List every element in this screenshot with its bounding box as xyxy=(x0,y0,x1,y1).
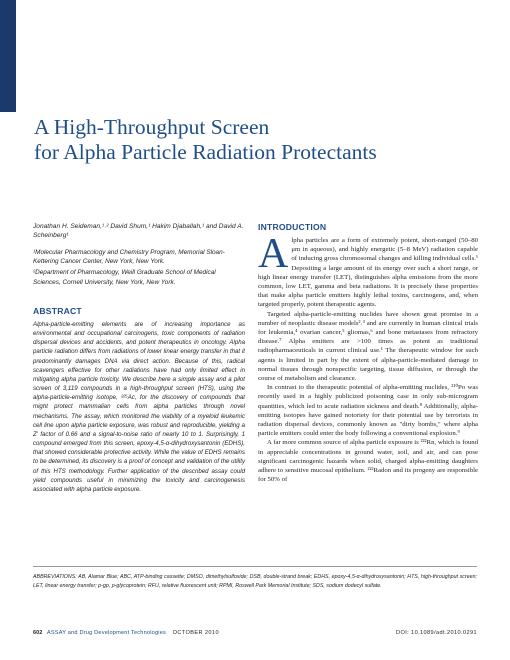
abstract-text: Alpha-particle-emitting elements are of increasing importance as environmental and occupational carcinogens, toxic components of radiation dispersal devices and accidents, and potent therapeutics in oncology. Alpha particle radiation differs from radiations of lower linear energy transfer in that it predominantly damages DNA via direct action. Because of this, radical scavengers effective for other radiations have had only limited effect in mitigating alpha particle toxicity. We describe here a simple assay and a pilot screen of 3,119 compounds in a high-throughput screen (HTS), using the alpha-particle-emitting isotope, ²²⁵Ac, for the discovery of compounds that might protect mammalian cells from alpha particles through novel mechanisms. The assay, which monitored the viability of a myeloid leukemic cell line upon alpha particle exposure, was robust and reproducible, yielding a Z′ factor of 0.66 and a signal-to-noise ratio of nearly 10 to 1. Surprisingly, 1 compound emerged from this screen, epoxy-4,5-α-dihydroxysantonin (EDHS), that showed considerable protective activity. While the value of EDHS remains to be determined, its discovery is a proof of concept and validation of the utility of this HTS methodology. Further application of the described assay could yield compounds useful in minimizing the toxicity and carcinogenesis associated with alpha particle exposure. xyxy=(33,321,245,493)
affiliations xyxy=(33,248,245,287)
affiliation-2: ²Department of Pharmacology, Weill Graduate School of Medical Sciences, Cornell University, New York, New York. xyxy=(33,269,216,286)
intro-paragraph-3: In contrast to the therapeutic potential of alpha-emitting nuclides, ²¹⁰Po was recently used in a highly publicized poisoning case in only sub-microgram quantities, which led to acute radiation sickness and death.⁸ Additionally, alpha-emitting isotopes have gained notoriety for their potential use by terrorists in radiation dispersal devices, commonly known as "dirty bombs," where alpha particle emitters could enter the body following a conventional explosion.⁹ xyxy=(258,384,478,438)
abbreviations-footnote: ABBREVIATIONS: AB, Alamar Blue; ABC, ATP-binding cassette; DMSO, dimethylsulfoxide; DSB, double-strand break; EDHS, epoxy-4,5-α-dihydroxysantonin; HTS, high-throughput screen; LET, linear energy transfer; p-gp, p-glycoprotein; RFU, relative fluorescent unit; RPMI, Roswell Park Memorial Institute; SDS, sodium dodecyl sulfate. xyxy=(33,574,477,590)
issue-date: OCTOBER 2010 xyxy=(172,630,219,636)
right-column xyxy=(258,222,478,484)
introduction-body xyxy=(258,231,478,484)
abstract-heading: ABSTRACT xyxy=(33,306,82,316)
abbreviations-divider xyxy=(33,566,477,567)
title-line-1: A High-Throughput Screen xyxy=(34,115,270,139)
introduction-heading: INTRODUCTION xyxy=(258,222,327,232)
intro-paragraph-1-text: lpha particles are a form of extremely potent, short-ranged (50–80 μm in aqueous), and highly energetic (5–8 MeV) radiation capable of inducing gross chromosomal changes and killing individual cells.¹ Depositing a large amount of its energy over such a short range, or high linear energy transfer (LET), distinguishes alpha emissions from the more common, low LET, gamma and beta radiations. It is precisely these properties that make alpha particle emitters highly lethal toxins, carcinogens, and, when targeted properly, potent therapeutic agents. xyxy=(258,237,478,309)
title-line-2: for Alpha Particle Radiation Protectants xyxy=(34,140,377,164)
intro-paragraph-1 xyxy=(258,231,478,310)
doi-link[interactable]: DOI: 10.1089/adt.2010.0291 xyxy=(396,630,477,636)
journal-name: ASSAY and Drug Development Technologies xyxy=(46,630,167,636)
page-footer xyxy=(33,630,477,636)
left-column xyxy=(33,222,245,494)
article-title xyxy=(34,115,494,165)
journal-side-bar xyxy=(0,0,16,112)
author-list: Jonathan H. Seideman,¹˒² David Shum,¹ Hakim Djaballah,¹ and David A. Scheinberg¹ xyxy=(33,223,244,240)
intro-paragraph-4: A far more common source of alpha particle exposure is ²²²Rn, which is found in appreciable concentrations in ground water, soil, and air, and can pose significant carcinogenic hazards when solid, charged alpha-emitting daughters adhere to sensitive mucosal epithelium. ²²²Radon and its progeny are responsible for 50% of xyxy=(258,439,478,484)
drop-cap: A xyxy=(258,231,289,277)
affiliation-1: ¹Molecular Pharmacology and Chemistry Program, Memorial Sloan-Kettering Cancer Center, New York, New York. xyxy=(33,248,225,266)
page-number: 602 xyxy=(33,630,43,636)
intro-paragraph-2: Targeted alpha-particle-emitting nuclides have shown great promise in a number of neoplastic disease models²˒³ and are currently in human clinical trials for leukemia,⁴ ovarian cancer,⁵ gliomas,⁶ and bone metastases from refractory disease.⁷ Alpha emitters are >100 times as potent as traditional radiopharmaceuticals in current clinical use.¹ The therapeutic window for such agents is limited in part by the extent of alpha-particle-mediated damage to normal tissues through nonspecific targeting, tissue diffusion, or through the course of metabolism and clearance. xyxy=(258,310,478,383)
